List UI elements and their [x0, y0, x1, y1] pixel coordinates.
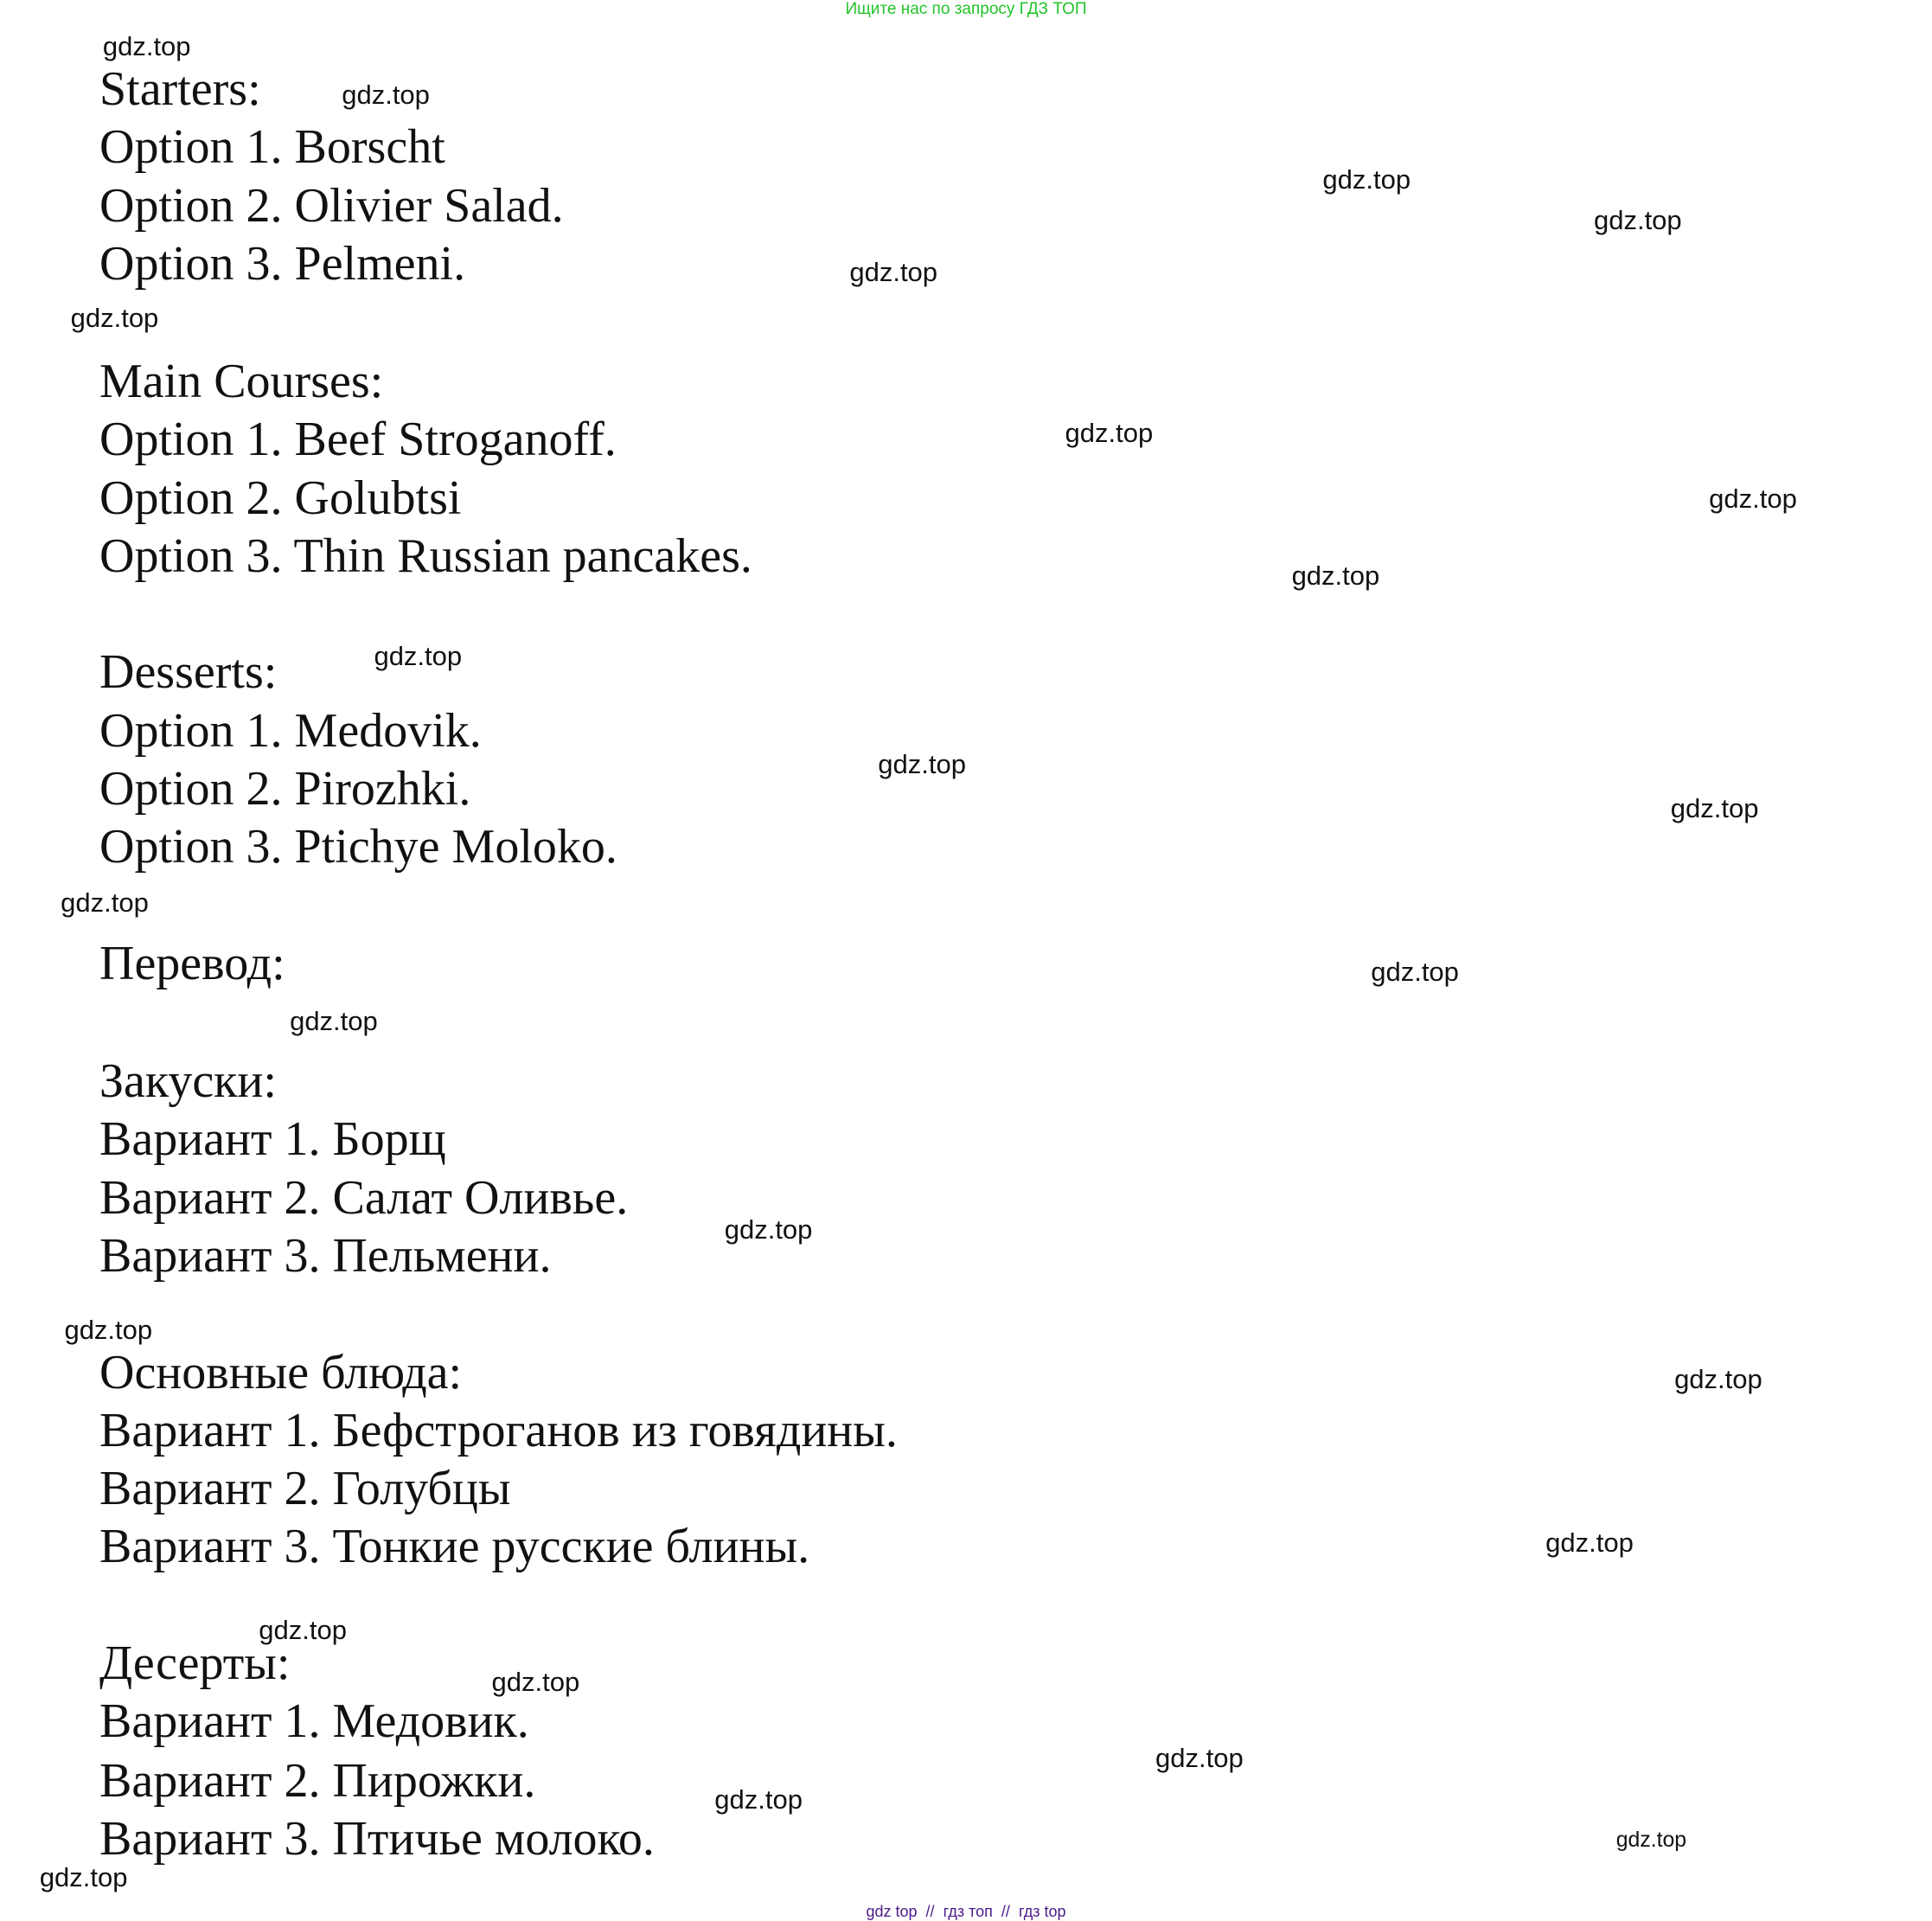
- section-heading: Основные блюда:: [99, 1345, 463, 1399]
- watermark-text: gdz.top: [878, 748, 966, 779]
- section-heading: Starters:: [99, 61, 261, 116]
- section-heading: Десерты:: [99, 1636, 291, 1691]
- footer-separator: //: [1001, 1903, 1010, 1920]
- footer-separator: //: [925, 1903, 935, 1920]
- watermark-text: gdz.top: [1291, 560, 1380, 591]
- watermark-text: gdz.top: [342, 80, 430, 111]
- menu-option: Option 3. Thin Russian pancakes.: [99, 528, 752, 583]
- menu-option: Option 2. Olivier Salad.: [99, 178, 564, 233]
- watermark-text: gdz.top: [259, 1614, 347, 1645]
- menu-option: Вариант 3. Тонкие русские блины.: [99, 1520, 810, 1574]
- menu-option: Option 3. Ptichye Moloko.: [99, 820, 617, 874]
- search-hint-banner: Ищите нас по запросу ГДЗ ТОП: [845, 0, 1087, 18]
- watermark-text: gdz.top: [724, 1213, 813, 1245]
- watermark-text: gdz.top: [1545, 1527, 1634, 1559]
- menu-option: Вариант 2. Пирожки.: [99, 1754, 536, 1809]
- watermark-text: gdz.top: [61, 887, 149, 918]
- footer-link-gdz-top[interactable]: gdz top: [866, 1903, 918, 1920]
- watermark-text: gdz.top: [70, 303, 159, 334]
- watermark-text: gdz.top: [849, 257, 938, 288]
- menu-option: Option 1. Medovik.: [99, 703, 482, 758]
- watermark-text: gdz.top: [102, 31, 191, 62]
- menu-option: Option 2. Pirozhki.: [99, 762, 471, 816]
- menu-option: Option 3. Pelmeni.: [99, 236, 466, 291]
- section-heading: Перевод:: [99, 936, 285, 990]
- watermark-text: gdz.top: [1155, 1743, 1244, 1774]
- watermark-text: gdz.top: [39, 1861, 128, 1892]
- watermark-text: gdz.top: [714, 1783, 803, 1815]
- watermark-text: gdz.top: [491, 1666, 580, 1697]
- menu-option: Вариант 1. Медовик.: [99, 1694, 529, 1749]
- watermark-text: gdz.top: [1615, 1828, 1687, 1852]
- watermark-text: gdz.top: [1674, 1364, 1762, 1395]
- menu-option: Вариант 2. Голубцы: [99, 1462, 511, 1516]
- menu-option: Вариант 3. Пельмени.: [99, 1228, 552, 1283]
- section-heading: Main Courses:: [99, 354, 384, 408]
- menu-option: Option 1. Borscht: [99, 120, 445, 175]
- watermark-text: gdz.top: [1593, 204, 1682, 235]
- menu-option: Option 1. Beef Stroganoff.: [99, 413, 617, 467]
- section-heading: Закуски:: [99, 1054, 277, 1108]
- watermark-text: gdz.top: [64, 1314, 153, 1345]
- section-heading: Desserts:: [99, 645, 278, 700]
- footer-link-gdz-top-mixed[interactable]: гдз top: [1018, 1903, 1066, 1920]
- watermark-text: gdz.top: [1670, 793, 1759, 824]
- watermark-text: gdz.top: [1371, 957, 1459, 988]
- menu-option: Вариант 2. Салат Оливье.: [99, 1170, 629, 1225]
- menu-option: Вариант 1. Бефстроганов из говядины.: [99, 1403, 898, 1457]
- watermark-text: gdz.top: [1322, 163, 1411, 195]
- watermark-text: gdz.top: [290, 1006, 378, 1037]
- menu-option: Option 2. Golubtsi: [99, 471, 462, 525]
- menu-option: Вариант 3. Птичье молоко.: [99, 1812, 655, 1867]
- watermark-text: gdz.top: [1065, 418, 1154, 449]
- watermark-text: gdz.top: [374, 640, 463, 671]
- footer-link-gdz-top-ru[interactable]: гдз топ: [943, 1903, 993, 1920]
- menu-option: Вариант 1. Борщ: [99, 1112, 446, 1167]
- watermark-text: gdz.top: [1709, 483, 1797, 515]
